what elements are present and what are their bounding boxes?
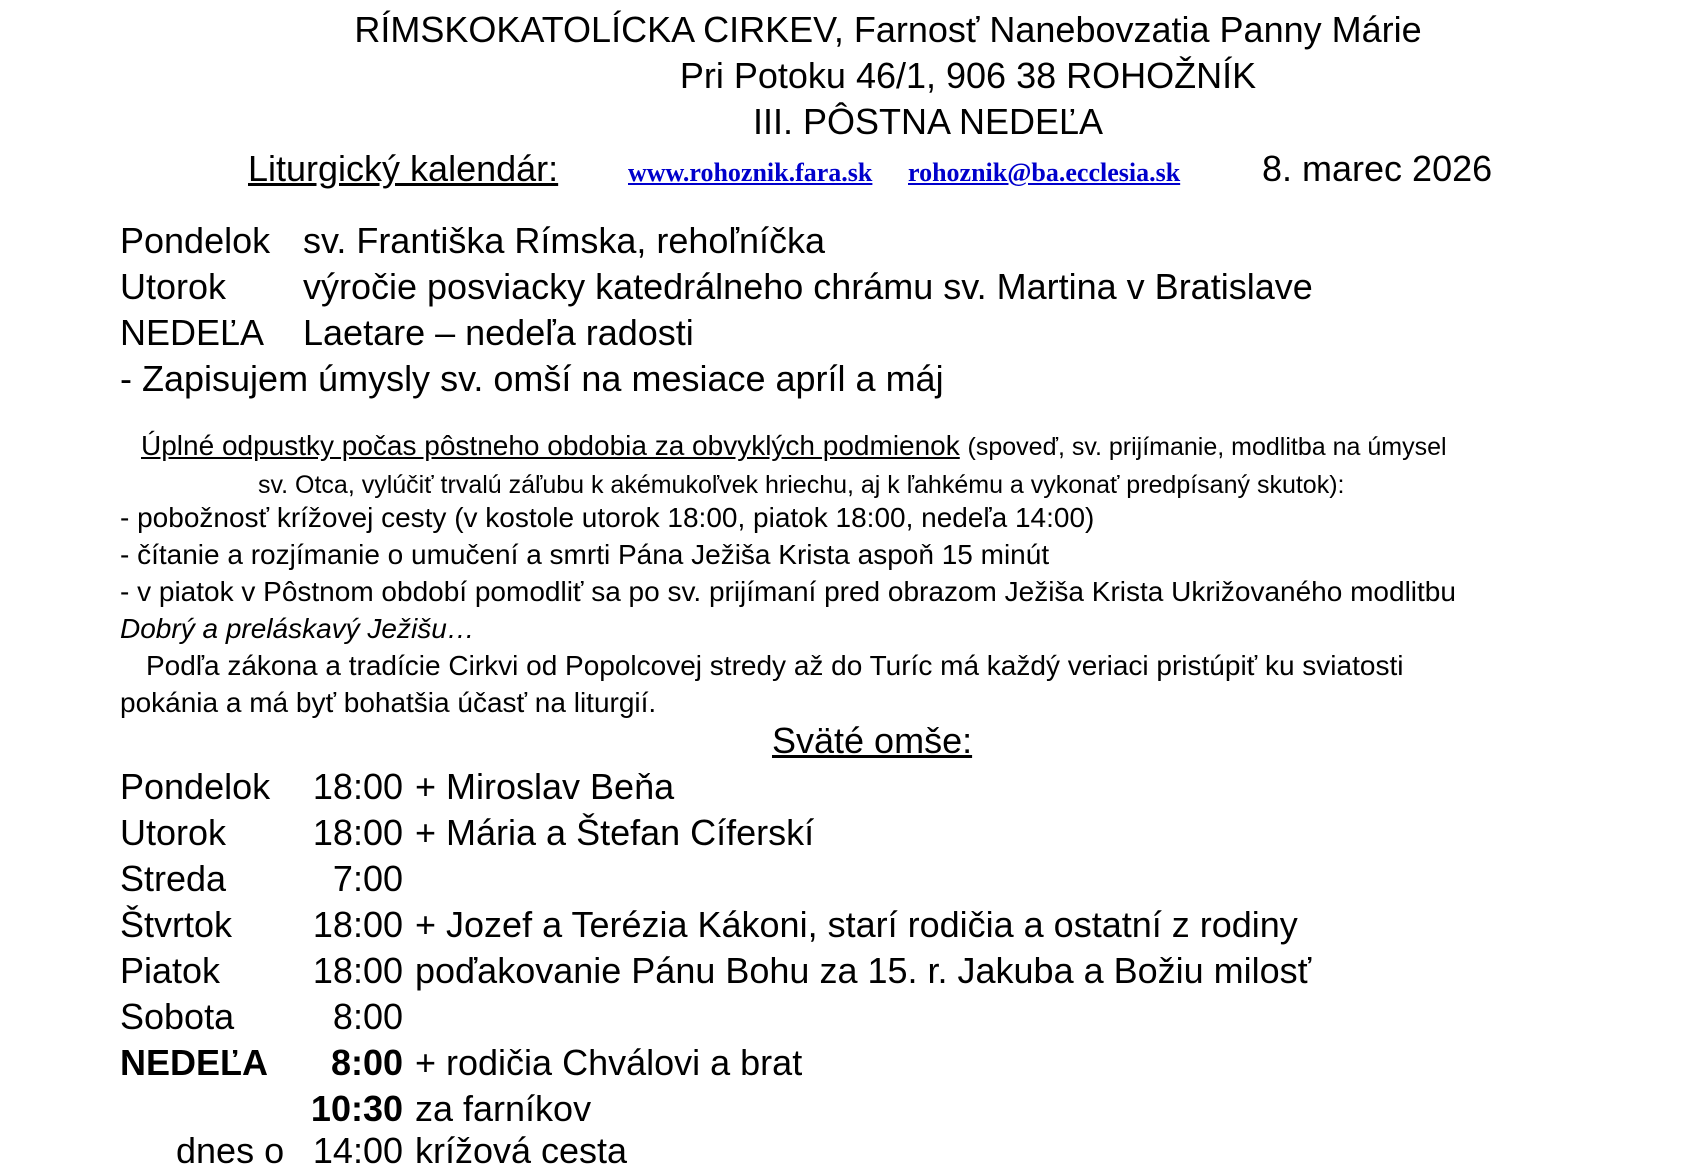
mass-intention: + Jozef a Terézia Kákoni, starí rodičia a ostatní z rodiny xyxy=(415,904,1298,945)
indulgence-title: Úplné odpustky počas pôstneho obdobia za obvyklých podmienok xyxy=(141,430,960,461)
mass-time: 18:00 xyxy=(312,904,403,945)
mass-intention: poďakovanie Pánu Bohu za 15. r. Jakuba a Božiu milosť xyxy=(415,950,1312,991)
mass-intention: + rodičia Chválovi a brat xyxy=(415,1042,803,1083)
mass-row xyxy=(0,764,1696,810)
masses-title: Sväté omše: xyxy=(772,720,973,761)
today-prefix: dnes o xyxy=(176,1130,285,1171)
today-time: 14:00 xyxy=(312,1130,403,1171)
mass-time: 8:00 xyxy=(330,1042,403,1083)
indulgence-item: - pobožnosť krížovej cesty (v kostole utorok 18:00, piatok 18:00, nedeľa 14:00) xyxy=(120,502,1095,533)
bulletin-date: 8. marec 2026 xyxy=(1262,148,1493,189)
sunday-title: III. PÔSTNA NEDEĽA xyxy=(752,101,1104,142)
indulgence-item: - v piatok v Pôstnom období pomodliť sa po sv. prijímaní pred obrazom Ježiša Krista Ukrižovaného modlitbu xyxy=(120,576,1456,607)
mass-row xyxy=(0,856,1696,902)
mass-day: Streda xyxy=(120,858,227,899)
calendar-text: výročie posviacky katedrálneho chrámu sv. Martina v Bratislave xyxy=(303,266,1313,307)
email-link[interactable]: rohoznik@ba.ecclesia.sk xyxy=(908,158,1181,187)
intentions-note: - Zapisujem úmysly sv. omší na mesiace apríl a máj xyxy=(120,358,944,399)
mass-intention: + Mária a Štefan Cíferskí xyxy=(415,812,815,853)
mass-day: Pondelok xyxy=(120,766,271,807)
church-law: Podľa zákona a tradície Cirkvi od Popolcovej stredy až do Turíc má každý veriaci pristúpiť ku sviatosti xyxy=(146,650,1404,681)
parish-address: Pri Potoku 46/1, 906 38 ROHOŽNÍK xyxy=(679,55,1257,96)
prayer-name: Dobrý a preláskavý Ježišu… xyxy=(120,613,475,644)
mass-day: Piatok xyxy=(120,950,221,991)
calendar-day: Pondelok xyxy=(120,220,271,261)
calendar-day: Utorok xyxy=(120,266,227,307)
calendar-text: Laetare – nedeľa radosti xyxy=(303,312,694,353)
website-link[interactable]: www.rohoznik.fara.sk xyxy=(628,158,873,187)
mass-row xyxy=(0,1086,1696,1132)
calendar-row xyxy=(0,218,1696,264)
mass-day: Štvrtok xyxy=(120,904,233,945)
indulgence-conditions-cont: sv. Otca, vylúčiť trvalú záľubu k akémukoľvek hriechu, aj k ľahkému a vykonať predpísaný skutok): xyxy=(258,471,1345,499)
calendar-day: NEDEĽA xyxy=(120,312,265,353)
mass-row xyxy=(0,810,1696,856)
indulgence-block xyxy=(141,428,1447,465)
mass-row xyxy=(0,994,1696,1040)
today-row xyxy=(0,1128,1696,1174)
mass-day: Utorok xyxy=(120,812,227,853)
mass-time: 18:00 xyxy=(312,766,403,807)
mass-time: 18:00 xyxy=(312,812,403,853)
indulgence-conditions: (spoveď, sv. prijímanie, modlitba na úmysel xyxy=(967,433,1447,461)
calendar-row xyxy=(0,264,1696,310)
indulgence-item: - čítanie a rozjímanie o umučení a smrti Pána Ježiša Krista aspoň 15 minút xyxy=(120,539,1050,570)
mass-time: 10:30 xyxy=(310,1088,403,1129)
mass-row xyxy=(0,948,1696,994)
calendar-label: Liturgický kalendár: xyxy=(248,148,559,189)
mass-time: 18:00 xyxy=(312,950,403,991)
mass-day: Sobota xyxy=(120,996,235,1037)
today-text: krížová cesta xyxy=(415,1130,628,1171)
mass-intention: + Miroslav Beňa xyxy=(415,766,675,807)
calendar-text: sv. Františka Rímska, rehoľníčka xyxy=(303,220,825,261)
calendar-row xyxy=(0,310,1696,356)
mass-time: 7:00 xyxy=(332,858,403,899)
mass-time: 8:00 xyxy=(332,996,403,1037)
mass-row xyxy=(0,902,1696,948)
church-law-cont: pokánia a má byť bohatšia účasť na liturgií. xyxy=(120,687,657,718)
mass-intention: za farníkov xyxy=(415,1088,592,1129)
mass-day: NEDEĽA xyxy=(120,1042,269,1083)
mass-row xyxy=(0,1040,1696,1086)
parish-name: RÍMSKOKATOLÍCKA CIRKEV, Farnosť Nanebovzatia Panny Márie xyxy=(354,9,1422,50)
